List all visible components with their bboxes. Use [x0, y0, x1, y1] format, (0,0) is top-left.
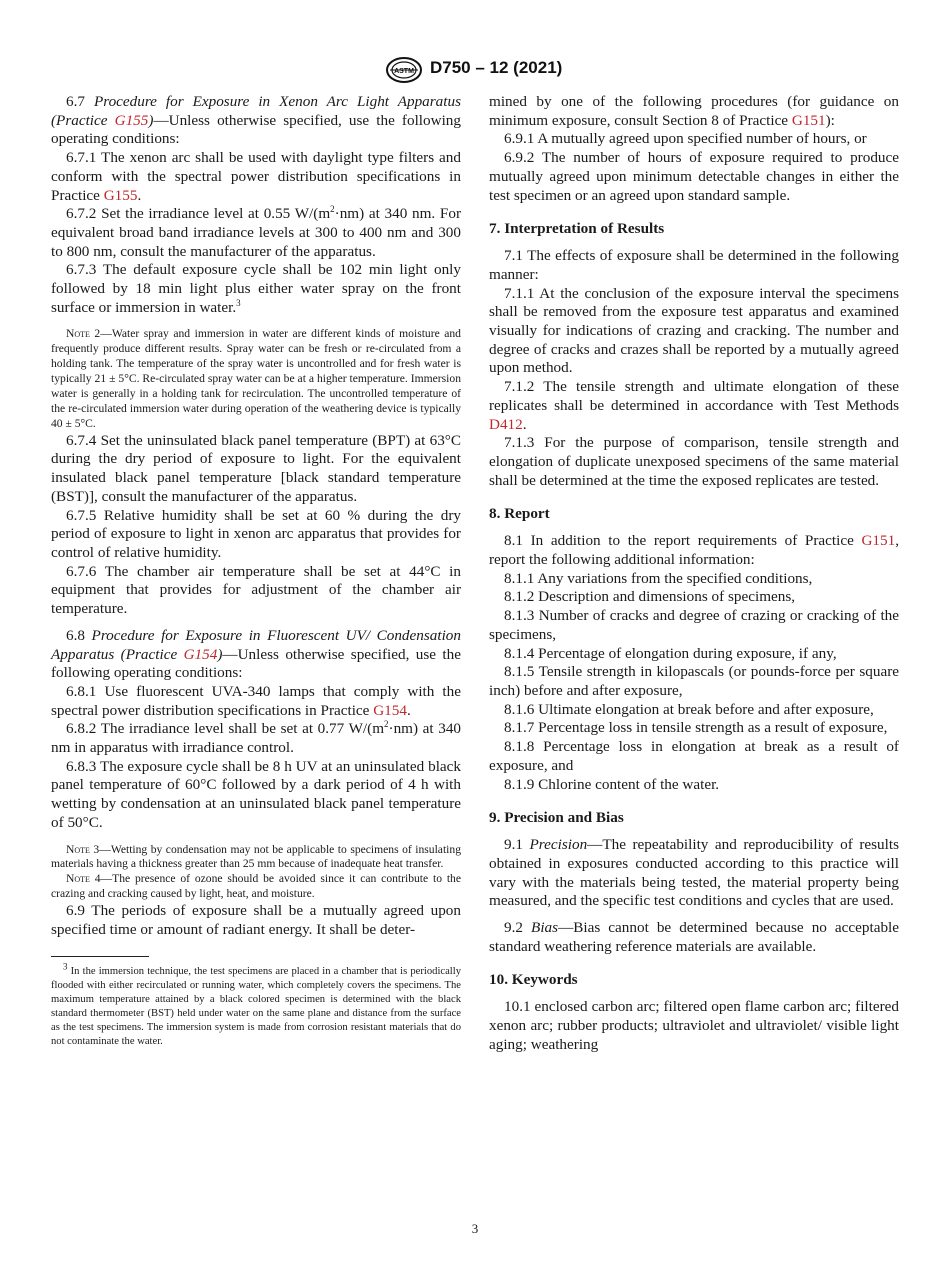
section-6-9-continued: mined by one of the following procedures (for guidance on minimum exposure, consult Section 8 of Practice G151):	[489, 93, 899, 129]
section-8-1-4: 8.1.4 Percentage of elongation during exposure, if any,	[504, 644, 837, 662]
note-3: Note 3—Wetting by condensation may not be applicable to specimens of insulating materials having a thickness greater than 25 mm because of inadequate heat transfer.	[51, 842, 461, 871]
section-8-1: 8.1 In addition to the report requirements of Practice G151, report the following additional information:	[489, 532, 899, 569]
section-6-8-2: 6.8.2 The irradiance level shall be set at 0.77 $W/(m^2\cdot nm)$ at 340 nm in apparatus with irradiance control.	[51, 719, 462, 757]
link-g151[interactable]: G151	[791, 111, 826, 129]
left-column	[51, 93, 461, 1049]
heading-precision-and-bias: 9. Precision and Bias	[489, 809, 624, 827]
section-8-1-1: 8.1.1 Any variations from the specified conditions,	[504, 569, 813, 587]
section-10-1: 10.1 enclosed carbon arc; filtered open flame carbon arc; filtered xenon arc; rubber products; ultraviolet and ultraviolet/ visible light aging; weathering	[489, 998, 899, 1053]
section-6-8: 6.8 Procedure for Exposure in Fluorescent UV/ Condensation Apparatus (Practice G154)—Unless otherwise specified, use the following operating conditions:	[51, 626, 461, 682]
note-2: Note 2—Water spray and immersion in water are different kinds of moisture and frequently produce different results. Spray water can be fresh or re-circulated from a holding tank. The temperature of the spray water is uncontrolled and for fresh water is typically 21 ± 5°C. Re-circulated spray water can be at a higher temperature. Immersion water is generally in a holding tank for recirculation. The uncontrolled temperature of the re-circulated immersion water during operation of the weathering device is typically 40 ± 5°C.	[51, 327, 461, 430]
section-7-1-3: 7.1.3 For the purpose of comparison, tensile strength and elongation of duplicate unexposed specimens of the same material shall be determined at the time the exposed replicates are tested.	[489, 434, 899, 489]
section-8-1-7: 8.1.7 Percentage loss in tensile strength as a result of exposure,	[504, 719, 888, 737]
section-6-7: 6.7 Procedure for Exposure in Xenon Arc Light Apparatus (Practice G155)—Unless otherwise specified, use the following operating conditions:	[51, 93, 461, 148]
page-header	[0, 56, 950, 86]
heading-interpretation-of-results: 7. Interpretation of Results	[489, 220, 665, 238]
section-6-7-4: 6.7.4 Set the uninsulated black panel temperature (BPT) at 63°C during the dry period of exposure to light. For the equivalent insulated black panel temperature [black standard temperature (BST)], consult the manufacturer of the apparatus.	[51, 431, 461, 505]
heading-report: 8. Report	[489, 505, 550, 523]
section-6-7-5: 6.7.5 Relative humidity shall be set at 60 % during the dry period of exposure to light in xenon arc apparatus that provides for control of relative humidity.	[51, 506, 461, 561]
section-9-1: 9.1 Precision—The repeatability and reproducibility of results obtained in exposures conducted according to this practice will vary with the materials being tested, the material property being measured, and the specific test conditions and cycles that are used.	[489, 836, 899, 910]
link-g151[interactable]: G151	[861, 532, 896, 550]
astm-logo-icon	[384, 56, 424, 84]
link-g154[interactable]: G154	[373, 701, 407, 719]
section-7-1: 7.1 The effects of exposure shall be determined in the following manner:	[489, 247, 899, 283]
section-6-8-1: 6.8.1 Use fluorescent UVA-340 lamps that comply with the spectral power distribution specifications in Practice G154.	[51, 682, 461, 719]
section-6-9-1: 6.9.1 A mutually agreed upon specified number of hours, or	[504, 130, 867, 148]
section-6-7-6: 6.7.6 The chamber air temperature shall be set at 44°C in equipment that provides for adjustment of the chamber air temperature.	[51, 562, 461, 618]
footnote-ref-3[interactable]: 3	[236, 297, 241, 308]
link-g154[interactable]: G154	[183, 645, 218, 663]
right-column	[489, 93, 899, 1055]
section-9-2: 9.2 Bias—Bias cannot be determined because no acceptable standard weathering reference materials are available.	[489, 919, 899, 955]
section-8-1-3: 8.1.3 Number of cracks and degree of crazing or cracking of the specimens,	[489, 607, 899, 643]
section-6-9-2: 6.9.2 The number of hours of exposure required to produce mutually agreed upon minimum detectable changes in either the test specimen or an agreed upon standard sample.	[489, 149, 899, 204]
section-8-1-9: 8.1.9 Chlorine content of the water.	[504, 775, 720, 793]
section-8-1-5: 8.1.5 Tensile strength in kilopascals (or pounds-force per square inch) before and after exposure,	[489, 663, 899, 699]
section-6-9: 6.9 The periods of exposure shall be a mutually agreed upon specified time or amount of radiant energy. It shall be deter-	[51, 902, 461, 938]
section-6-7-3: 6.7.3 The default exposure cycle shall be 102 min light only followed by 18 min light plus either water spray on the front surface or immersion in water.$^3$	[51, 261, 461, 316]
section-8-1-2: 8.1.2 Description and dimensions of specimens,	[504, 588, 796, 606]
section-7-1-2: 7.1.2 The tensile strength and ultimate elongation of these replicates shall be determined in accordance with Test Methods D412.	[489, 378, 899, 433]
heading-keywords: 10. Keywords	[489, 971, 578, 989]
link-g155[interactable]: G155	[103, 186, 138, 204]
link-g155[interactable]: G155	[114, 111, 149, 129]
footnote-divider	[51, 956, 149, 957]
svg-text:ASTM: ASTM	[394, 68, 414, 75]
page-number: 3	[471, 1221, 479, 1236]
note-4: Note 4—The presence of ozone should be avoided since it can contribute to the crazing and cracking caused by light, heat, and moisture.	[51, 872, 461, 901]
section-6-8-3: 6.8.3 The exposure cycle shall be 8 h UV at an uninsulated black panel temperature of 60°C followed by a dark period of 4 h with wetting by condensation at an uninsulated black panel temperature of 50°C.	[51, 757, 461, 831]
footnote-3: $^3$ In the immersion technique, the test specimens are placed in a chamber that is periodically flooded with either recirculated or running water, which completely covers the specimens. The maximum temperature attained by a black colored specimen is determined with the black standard thermometer (BST) held under water on the same plane and distance from the surface as the test specimens. The immersion system is made from corrosion resistant materials that do not contaminate the water.	[51, 961, 461, 1047]
link-d412[interactable]: D412	[489, 415, 523, 433]
section-7-1-1: 7.1.1 At the conclusion of the exposure interval the specimens shall be removed from the exposure test apparatus and examined visually for indications of crazing and cracking. The number and degree of cracks and crazes shall be reported by a mutually agreed upon method.	[489, 284, 899, 377]
section-6-7-1: 6.7.1 The xenon arc shall be used with daylight type filters and conform with the spectral power distribution specifications in Practice G155.	[51, 149, 461, 204]
section-6-7-2: 6.7.2 Set the irradiance level at 0.55 $W/(m^2\cdot nm)$ at 340 nm. For equivalent broad band irradiance levels at 300 to 400 nm and 300 to 800 nm, consult the manufacturer of the apparatus.	[51, 204, 461, 260]
document-id: D750 – 12 (2021)	[430, 58, 563, 77]
section-8-1-6: 8.1.6 Ultimate elongation at break before and after exposure,	[504, 700, 874, 718]
section-8-1-8: 8.1.8 Percentage loss in elongation at break as a result of exposure, and	[489, 738, 899, 774]
